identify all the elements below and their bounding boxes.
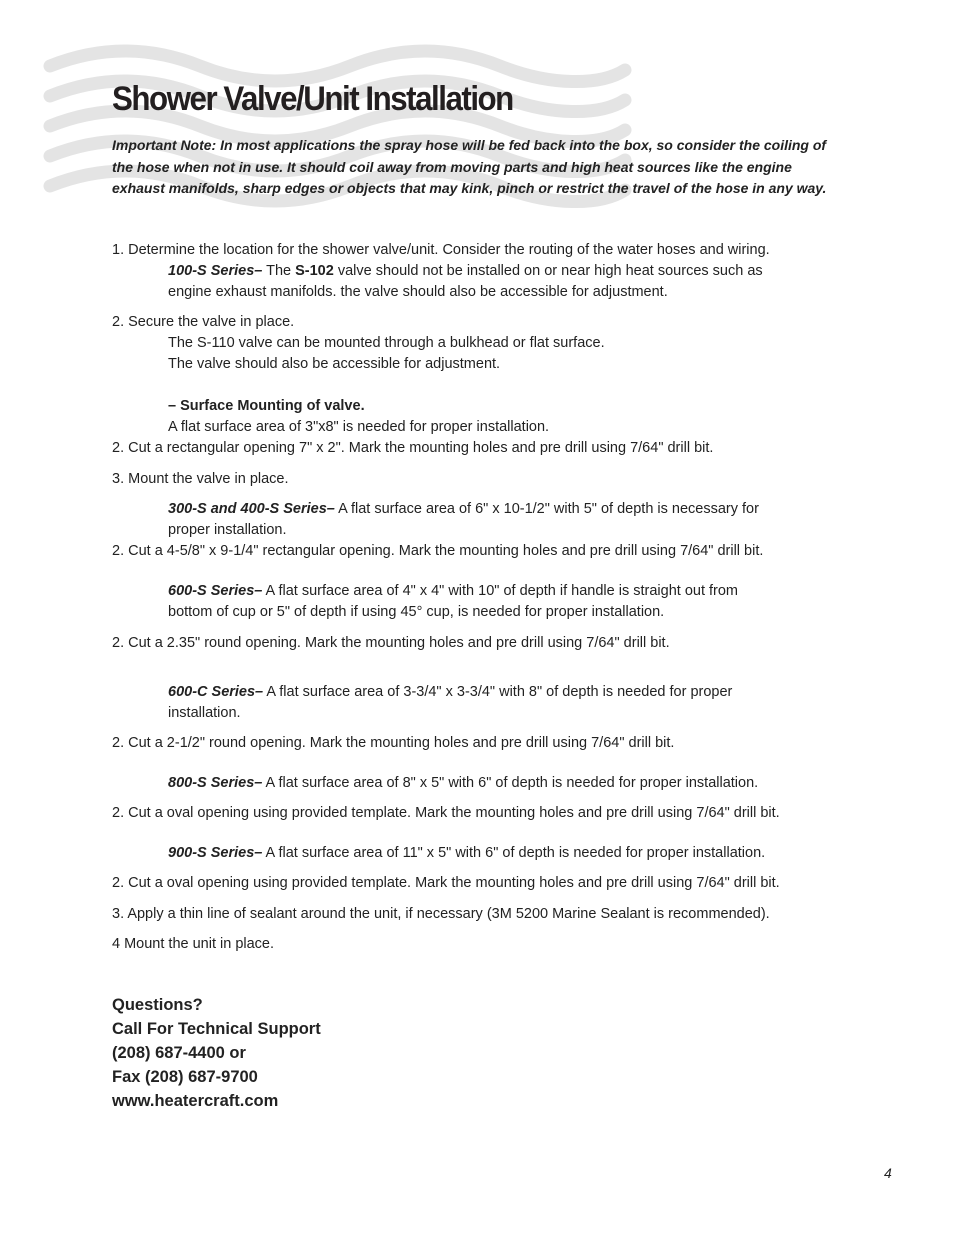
series-label: 900-S Series– (168, 845, 263, 861)
series-800s (112, 773, 852, 794)
series-text: A flat surface area of 4" x 4" with 10" of depth if handle is straight out from (262, 583, 739, 599)
step-cut-900s: 2. Cut a oval opening using provided template. Mark the mounting holes and pre drill using 7/64" drill bit. (112, 875, 780, 891)
series-text: valve should not be installed on or near high heat sources such as (333, 263, 763, 279)
step-cut-800s: 2. Cut a oval opening using provided template. Mark the mounting holes and pre drill using 7/64" drill bit. (112, 805, 780, 821)
series-100s (112, 261, 852, 282)
secure-detail: The valve should also be accessible for adjustment. (168, 356, 501, 372)
support-questions: Questions? (112, 996, 203, 1014)
series-label: 300-S and 400-S Series– (168, 501, 335, 517)
series-label: 100-S Series– (168, 263, 263, 279)
step-apply-sealant: 3. Apply a thin line of sealant around the unit, if necessary (3M 5200 Marine Sealant is recommended). (112, 906, 770, 922)
instructions (112, 240, 852, 955)
series-text: A flat surface area of 11" x 5" with 6" of depth is needed for proper installation. (262, 845, 766, 861)
series-label: 600-S Series– (168, 583, 263, 599)
technical-support-block (112, 993, 321, 1113)
step-cut-300s: 2. Cut a 4-5/8" x 9-1/4" rectangular opening. Mark the mounting holes and pre drill using 7/64" drill bit. (112, 543, 764, 559)
series-text-continued: engine exhaust manifolds. the valve should also be accessible for adjustment. (168, 284, 668, 300)
series-300s-400s (112, 499, 852, 520)
series-600s (112, 581, 852, 602)
series-text-continued: proper installation. (168, 522, 287, 538)
step-cut-600s: 2. Cut a 2.35" round opening. Mark the mounting holes and pre drill using 7/64" drill bit. (112, 635, 670, 651)
page-number: 4 (884, 1165, 892, 1181)
step-cut-rectangular: 2. Cut a rectangular opening 7" x 2". Mark the mounting holes and pre drill using 7/64" drill bit. (112, 440, 714, 456)
surface-mounting-heading: – Surface Mounting of valve. (168, 398, 365, 414)
series-text: A flat surface area of 3-3/4" x 3-3/4" with 8" of depth is needed for proper (263, 684, 733, 700)
support-website: www.heatercraft.com (112, 1092, 279, 1110)
series-label: 600-C Series– (168, 684, 264, 700)
model-number: S-102 (295, 263, 334, 279)
support-phone: (208) 687-4400 or (112, 1044, 246, 1062)
series-text: The (262, 263, 296, 279)
series-600c (112, 682, 852, 703)
series-text-continued: bottom of cup or 5" of depth if using 45° cup, is needed for proper installation. (168, 604, 665, 620)
support-fax: Fax (208) 687-9700 (112, 1068, 258, 1086)
step-secure-valve: 2. Secure the valve in place. (112, 314, 295, 330)
series-900s (112, 843, 852, 864)
page-title: Shower Valve/Unit Installation (112, 80, 513, 118)
series-text: A flat surface area of 6" x 10-1/2" with 5" of depth is necessary for (334, 501, 759, 517)
step-determine-location: 1. Determine the location for the shower valve/unit. Consider the routing of the water hoses and wiring. (112, 242, 770, 258)
step-mount-unit: 4 Mount the unit in place. (112, 936, 275, 952)
step-mount-valve: 3. Mount the valve in place. (112, 471, 289, 487)
important-note: Important Note: In most applications the spray hose will be fed back into the box, so consider the coiling of the hose when not in use. It should coil away from moving parts and high heat sources like the engine exhaust manifolds, sharp edges or objects that may kink, pinch or restrict the travel of the hose in any way. (112, 137, 827, 196)
series-text-continued: installation. (168, 705, 241, 721)
series-text: A flat surface area of 8" x 5" with 6" of depth is needed for proper installation. (262, 775, 759, 791)
step-cut-600c: 2. Cut a 2-1/2" round opening. Mark the mounting holes and pre drill using 7/64" drill bit. (112, 735, 675, 751)
series-label: 800-S Series– (168, 775, 263, 791)
support-call: Call For Technical Support (112, 1020, 321, 1038)
surface-mounting-text: A flat surface area of 3"x8" is needed for proper installation. (168, 419, 550, 435)
secure-detail: The S-110 valve can be mounted through a bulkhead or flat surface. (168, 335, 605, 351)
